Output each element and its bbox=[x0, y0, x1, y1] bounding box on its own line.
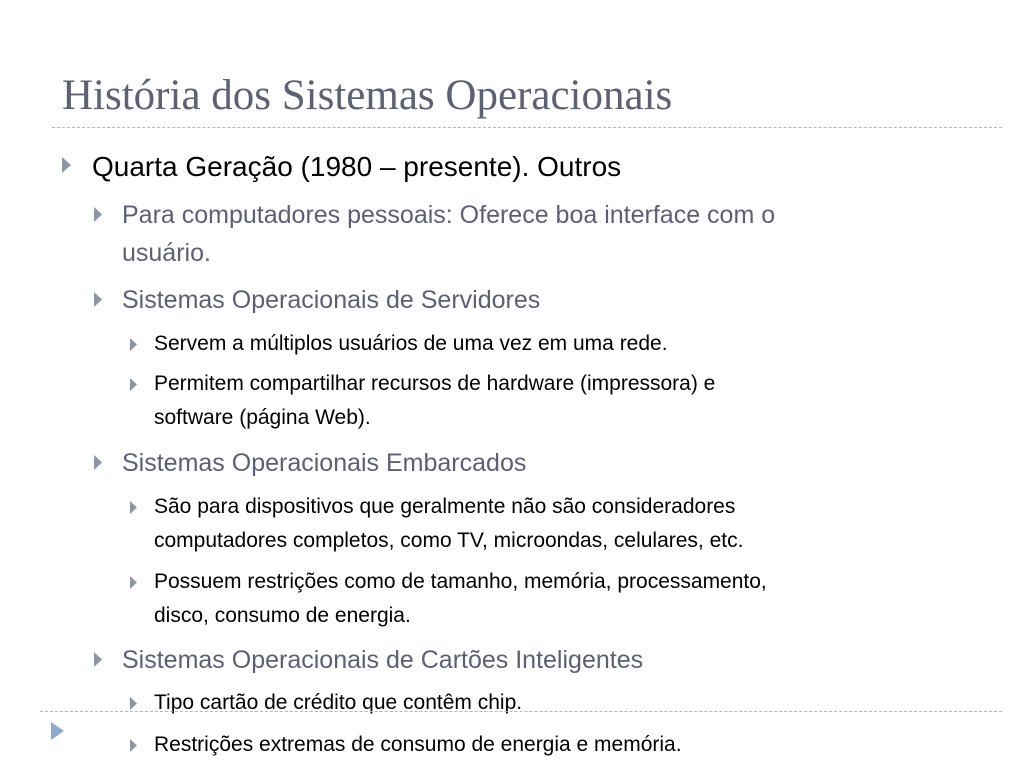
sub-sub-bullet-item bbox=[154, 686, 522, 720]
sub-sub-bullet-item bbox=[154, 327, 668, 361]
triangle-right-icon bbox=[94, 652, 106, 672]
triangle-right-icon bbox=[130, 697, 142, 717]
footer-divider bbox=[40, 711, 1002, 712]
bullet-text-continued: disco, consumo de energia. bbox=[154, 604, 411, 627]
footer-arrow-icon bbox=[51, 722, 64, 740]
bullet-text-continued: software (página Web). bbox=[154, 406, 371, 429]
bullet-text: São para dispositivos que geralmente não são consideradores bbox=[154, 495, 736, 518]
sub-sub-bullet-item bbox=[154, 565, 767, 633]
bullet-text: Permitem compartilhar recursos de hardware (impressora) e bbox=[154, 372, 716, 395]
bullet-text: Possuem restrições como de tamanho, memória, processamento, bbox=[154, 570, 767, 593]
sub-bullet-item bbox=[122, 196, 775, 272]
bullet-text: Tipo cartão de crédito que contêm chip. bbox=[154, 691, 523, 714]
slide-title: História dos Sistemas Operacionais bbox=[62, 72, 673, 119]
sub-sub-bullet-item bbox=[154, 367, 715, 435]
triangle-right-icon bbox=[130, 338, 142, 358]
triangle-right-icon bbox=[94, 207, 106, 227]
triangle-right-icon bbox=[94, 455, 106, 475]
bullet-text-continued: usuário. bbox=[122, 239, 211, 267]
triangle-right-icon bbox=[62, 157, 74, 177]
bullet-text: Sistemas Operacionais Embarcados bbox=[122, 449, 527, 477]
triangle-right-icon bbox=[130, 501, 142, 521]
sub-bullet-item bbox=[122, 281, 540, 319]
bullet-text: Sistemas Operacionais de Cartões Inteligentes bbox=[122, 646, 644, 674]
sub-sub-bullet-item bbox=[154, 728, 682, 762]
triangle-right-icon bbox=[130, 739, 142, 759]
bullet-text: Servem a múltiplos usuários de uma vez em uma rede. bbox=[154, 332, 668, 355]
bullet-text: Restrições extremas de consumo de energia e memória. bbox=[154, 733, 682, 756]
bullet-item bbox=[92, 147, 621, 187]
bullet-text: Sistemas Operacionais de Servidores bbox=[122, 286, 541, 314]
bullet-text: Quarta Geração (1980 – presente). Outros bbox=[92, 151, 622, 182]
bullet-text: Para computadores pessoais: Oferece boa interface com o bbox=[122, 201, 776, 229]
triangle-right-icon bbox=[94, 292, 106, 312]
sub-bullet-item bbox=[122, 444, 526, 482]
triangle-right-icon bbox=[130, 576, 142, 596]
triangle-right-icon bbox=[130, 378, 142, 398]
sub-bullet-item bbox=[122, 641, 643, 679]
sub-sub-bullet-item bbox=[154, 490, 743, 558]
bullet-text-continued: computadores completos, como TV, microondas, celulares, etc. bbox=[154, 529, 744, 552]
